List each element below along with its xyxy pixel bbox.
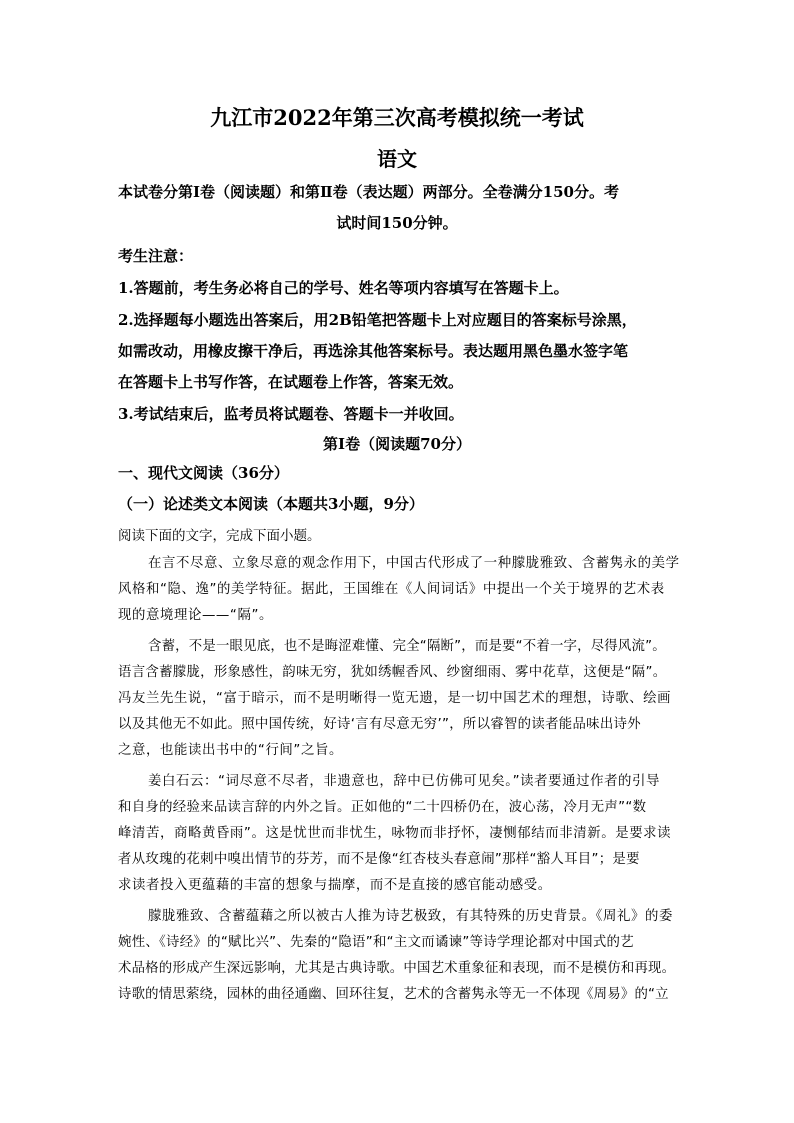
notes-item-2-line-2: 如需改动，用橡皮擦干净后，再选涂其他答案标号。表达题用黑色墨水签字笔 — [118, 342, 629, 360]
section-heading-2: （一）论述类文本阅读（本题共3小题，9分） — [118, 495, 424, 513]
notes-item-2-line-3: 在答题卡上书写作答，在试题卷上作答，答案无效。 — [118, 373, 464, 391]
passage-p4-line-1: 朦胧雅致、含蓄蕴藉之所以被古人推为诗艺极致，有其特殊的历史背景。《周礼》的委 — [148, 909, 673, 924]
passage-p2-line-1: 含蓄，不是一眼见底，也不是晦涩难懂、完全“隔断”，而是要“不着一字，尽得风流”。 — [148, 639, 666, 654]
passage-p2-line-5: 之意，也能读出书中的“行间”之旨。 — [118, 743, 343, 758]
exam-title: 九江市2022年第三次高考模拟统一考试 — [210, 105, 584, 130]
section-heading-1: 一、现代文阅读（36分） — [118, 464, 289, 482]
passage-p4-line-3: 术品格的形成产生深远影响，尤其是古典诗歌。中国艺术重象征和表现，而不是模仿和再现。 — [118, 961, 676, 976]
passage-p3-line-3: 峰清苦，商略黄昏雨”。这是忧世而非忧生，咏物而非抒怀，凄恻郁结而非清新。是要求读 — [118, 826, 672, 841]
part-title: 第Ⅰ卷（阅读题70分） — [323, 435, 471, 453]
passage-p3-line-1: 姜白石云：“词尽意不尽者，非遗意也，辞中已仿佛可见矣。”读者要通过作者的引导 — [148, 774, 661, 789]
passage-p2-line-3: 冯友兰先生说，“富于暗示，而不是明晰得一览无遗，是一切中国艺术的理想，诗歌、绘画 — [118, 691, 672, 706]
notes-item-3: 3.考试结束后，监考员将试题卷、答题卡一并收回。 — [118, 405, 464, 423]
notes-heading: 考生注意： — [118, 247, 194, 265]
passage-p3-line-5: 求读者投入更蕴藉的丰富的想象与揣摩，而不是直接的感官能动感受。 — [118, 878, 552, 893]
intro-line-2: 试时间150分钟。 — [336, 214, 458, 232]
passage-p1-line-2: 风格和“隐、逸”的美学特征。据此，王国维在《人间词话》中提出一个关于境界的艺术表 — [118, 582, 665, 597]
passage-p2-line-2: 语言含蓄朦胧，形象感性，韵味无穷，犹如绣幄香风、纱窗细雨、雾中花草，这便是“隔”。 — [118, 665, 667, 680]
passage-p4-line-4: 诗歌的情思萦绕，园林的曲径通幽、回环往复，艺术的含蓄隽永等无一不体现《周易》的“立 — [118, 987, 669, 1002]
passage-p1-line-3: 现的意境理论——“隔”。 — [118, 608, 273, 623]
passage-p3-line-2: 和自身的经验来品读言辞的内外之旨。正如他的“二十四桥仍在，波心荡，冷月无声”“数 — [118, 800, 647, 815]
passage-p1-line-1: 在言不尽意、立象尽意的观念作用下，中国古代形成了一种朦胧雅致、含蓄隽永的美学 — [148, 556, 680, 571]
notes-item-2-line-1: 2.选择题每小题选出答案后，用2B铅笔把答题卡上对应题目的答案标号涂黑， — [118, 311, 637, 329]
instruction-text: 阅读下面的文字，完成下面小题。 — [118, 528, 321, 544]
passage-p4-line-2: 婉性、《诗经》的“赋比兴”、先秦的“隐语”和“主文而谲谏”等诗学理论都对中国式的艺 — [118, 935, 634, 950]
passage-p3-line-4: 者从玫瑰的花刺中嗅出情节的芬芳，而不是像“红杏枝头春意闹”那样“豁人耳目”；是要 — [118, 852, 640, 867]
intro-line-1: 本试卷分第Ⅰ卷（阅读题）和第Ⅱ卷（表达题）两部分。全卷满分150分。考 — [118, 183, 619, 201]
passage-p2-line-4: 以及其他无不如此。照中国传统，好诗‘言有尽意无穷’”，所以睿智的读者能品味出诗外 — [118, 717, 641, 732]
subject-title: 语文 — [377, 147, 417, 171]
notes-item-1: 1.答题前，考生务必将自己的学号、姓名等项内容填写在答题卡上。 — [118, 279, 569, 297]
